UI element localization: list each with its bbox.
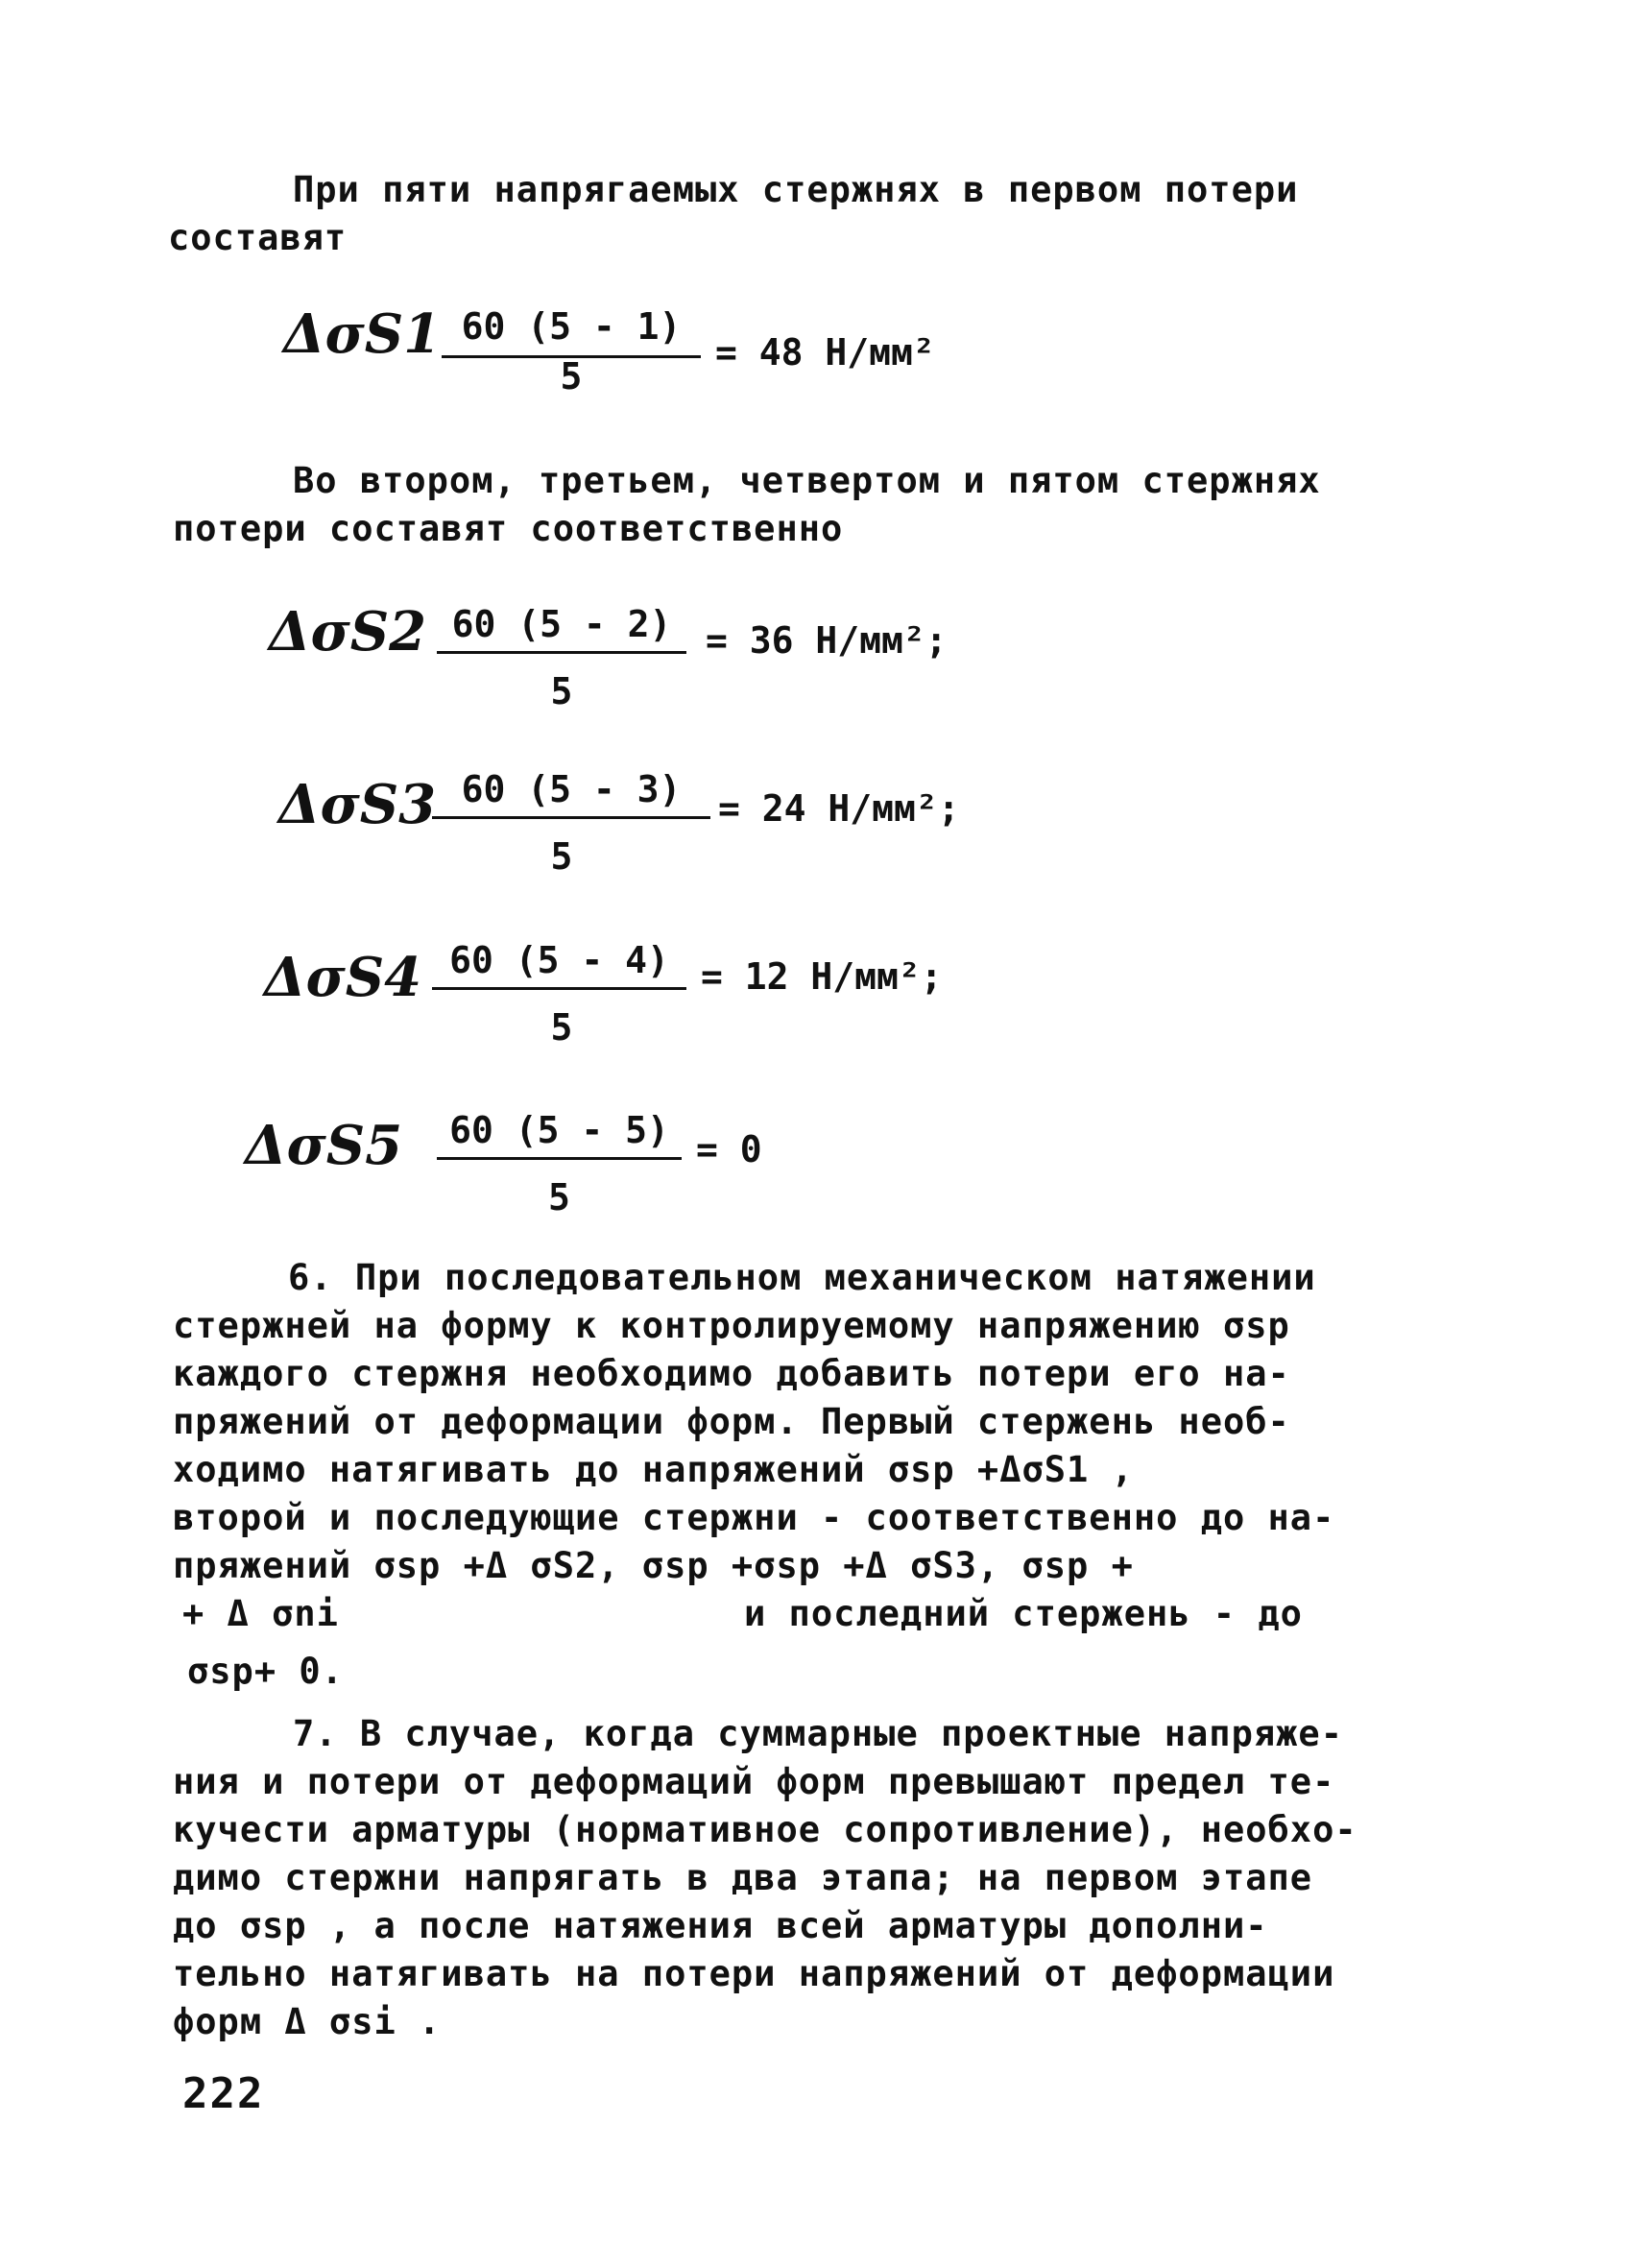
formula-3-fraction-bar xyxy=(432,816,710,819)
formula-2-denominator: 5 xyxy=(550,670,573,712)
formula-4-fraction-bar xyxy=(432,987,686,990)
formula-3-denominator: 5 xyxy=(550,835,573,878)
item6-line-9: σsp+ 0. xyxy=(187,1651,344,1692)
formula-4-numerator: 60 (5 - 4) xyxy=(449,939,669,981)
formula-1-denominator: 5 xyxy=(560,355,583,398)
formula-1-lhs: ΔσS1 xyxy=(283,302,442,366)
intro-line-2: составят xyxy=(168,217,348,258)
formula-3-result: = 24 Н/мм²; xyxy=(718,787,960,830)
formula-1-result: = 48 Н/мм² xyxy=(715,331,935,374)
formula-5-fraction-bar xyxy=(437,1157,682,1160)
formula-2-lhs: ΔσS2 xyxy=(269,600,427,664)
formula-5-denominator: 5 xyxy=(548,1176,570,1218)
formula-1-numerator: 60 (5 - 1) xyxy=(461,305,682,348)
item6-line-4: пряжений от деформации форм. Первый стержень необ- xyxy=(173,1401,1290,1442)
formula-4-result: = 12 Н/мм²; xyxy=(701,955,943,998)
formula-5-result: = 0 xyxy=(696,1128,762,1170)
item7-line-1: 7. В случае, когда суммарные проектные напряже- xyxy=(293,1713,1343,1754)
formula-4-denominator: 5 xyxy=(550,1006,573,1049)
item6-line-2: стержней на форму к контролируемому напряжению σsp xyxy=(173,1305,1290,1346)
item6-line-8a: + Δ σni xyxy=(182,1593,339,1634)
formula-5-numerator: 60 (5 - 5) xyxy=(449,1109,669,1151)
item6-line-7: пряжений σsp +Δ σS2, σsp +σsp +Δ σS3, σsp + xyxy=(173,1545,1134,1586)
formula-2-numerator: 60 (5 - 2) xyxy=(451,603,672,645)
item7-line-2: ния и потери от деформаций форм превышают предел те- xyxy=(173,1761,1335,1802)
para2-line-1: Во втором, третьем, четвертом и пятом стержнях xyxy=(293,460,1321,501)
para2-line-2: потери составят соответственно xyxy=(173,508,844,549)
item7-line-5: до σsp , а после натяжения всей арматуры дополни- xyxy=(173,1905,1268,1946)
formula-2-result: = 36 Н/мм²; xyxy=(706,619,948,662)
item6-line-1: 6. При последовательном механическом натяжении xyxy=(288,1257,1316,1298)
item6-line-6: второй и последующие стержни - соответственно до на- xyxy=(173,1497,1335,1538)
formula-3-lhs: ΔσS3 xyxy=(278,773,437,836)
formula-5-lhs: ΔσS5 xyxy=(245,1114,403,1177)
item6-line-8b: и последний стержень - до xyxy=(744,1593,1303,1634)
item7-line-7: форм Δ σsi . xyxy=(173,2001,442,2042)
item7-line-4: димо стержни напрягать в два этапа; на первом этапе xyxy=(173,1857,1313,1898)
item6-line-5: ходимо натягивать до напряжений σsp +ΔσS1 , xyxy=(173,1449,1134,1490)
formula-3-numerator: 60 (5 - 3) xyxy=(461,768,682,810)
item7-line-6: тельно натягивать на потери напряжений от деформации xyxy=(173,1953,1335,1994)
item6-line-3: каждого стержня необходимо добавить потери его на- xyxy=(173,1353,1290,1394)
formula-4-lhs: ΔσS4 xyxy=(264,946,422,1009)
page-number: 222 xyxy=(182,2069,265,2118)
intro-line-1: При пяти напрягаемых стержнях в первом потери xyxy=(293,169,1299,210)
formula-2-fraction-bar xyxy=(437,651,686,654)
item7-line-3: кучести арматуры (нормативное сопротивление), необхо- xyxy=(173,1809,1357,1850)
